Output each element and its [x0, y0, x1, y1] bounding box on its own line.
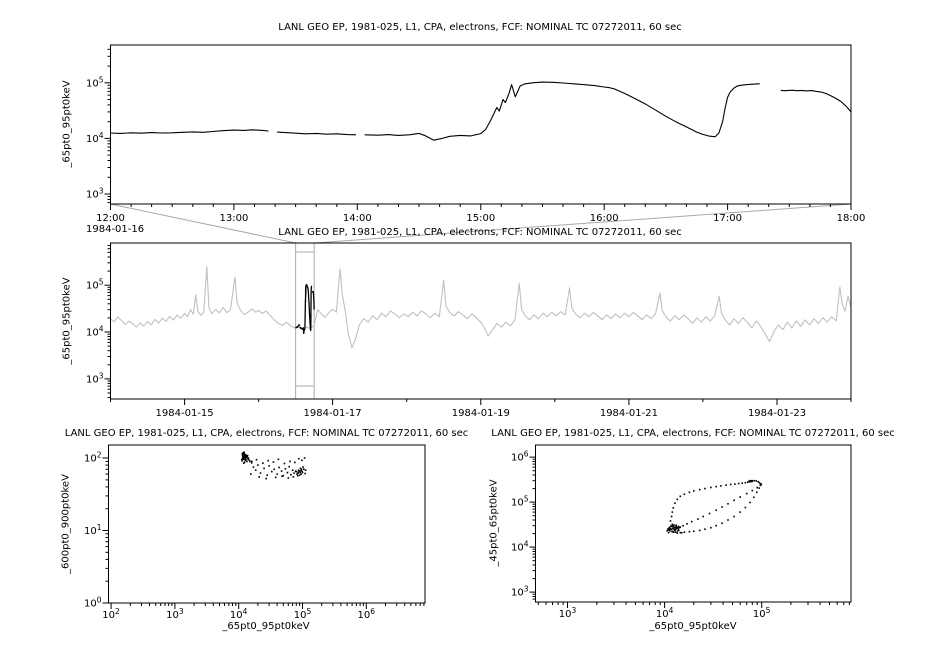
- scatter1-x-tick-label: $10^3$: [166, 607, 184, 621]
- scatter2-x-tick-label: $10^4$: [655, 606, 674, 620]
- scatter2-x-axis-label: _65pt0_95pt0keV: [649, 621, 737, 632]
- scatter1-plot-title: LANL GEO EP, 1981-025, L1, CPA, electrons, FCF: NOMINAL TC 07272011, 60 sec: [64, 428, 469, 439]
- scatter1-y-tick-label: $10^0$: [83, 595, 102, 610]
- context-x-tick-label: 1984-01-21: [599, 408, 658, 419]
- top-x-tick-label: 17:00: [713, 213, 743, 224]
- scatter2-y-tick-label: $10^5$: [510, 494, 529, 509]
- scatter2-y-tick-label: $10^4$: [510, 539, 529, 554]
- scatter1-x-tick-label: $10^5$: [293, 607, 312, 621]
- scatter1-x-tick-label: $10^2$: [102, 607, 120, 621]
- context-x-tick-label: 1984-01-23: [747, 408, 807, 419]
- top-plot-title: LANL GEO EP, 1981-025, L1, CPA, electrons, FCF: NOMINAL TC 07272011, 60 sec: [278, 22, 682, 33]
- top-y-tick-label: $10^4$: [85, 130, 104, 145]
- context-x-tick-label: 1984-01-15: [155, 408, 214, 419]
- scatter2-plot-title: LANL GEO EP, 1981-025, L1, CPA, electrons, FCF: NOMINAL TC 07272011, 60 sec: [491, 428, 895, 439]
- scatter2-y-axis-label: _45pt0_65pt0keV: [488, 479, 500, 567]
- context-x-tick-label: 1984-01-19: [451, 408, 510, 419]
- context-y-axis-label: _65pt0_95pt0keV: [61, 277, 73, 365]
- scatter1-y-tick-label: $10^2$: [83, 450, 102, 465]
- scatter1-plot-area[interactable]: [109, 445, 426, 603]
- top-x-tick-label: 16:00: [589, 213, 619, 224]
- scatter1-x-tick-label: $10^4$: [229, 607, 248, 621]
- context-plot-area[interactable]: [111, 243, 852, 399]
- top-y-tick-label: $10^5$: [85, 75, 104, 90]
- context-plot-title: LANL GEO EP, 1981-025, L1, CPA, electrons, FCF: NOMINAL TC 07272011, 60 sec: [278, 227, 682, 238]
- scatter2-plot-area[interactable]: [536, 445, 852, 602]
- top-x-tick-label: 13:00: [219, 213, 249, 224]
- scatter2-y-tick-label: $10^6$: [510, 449, 529, 464]
- top-y-axis-label: _65pt0_95pt0keV: [61, 80, 73, 168]
- top-x-tick-label: 18:00: [836, 213, 866, 224]
- scatter2-x-tick-label: $10^3$: [558, 606, 577, 620]
- top-x-tick-label: 12:00: [96, 213, 125, 224]
- top-x-tick-label: 15:00: [466, 213, 496, 224]
- scatter2-y-tick-label: $10^3$: [510, 584, 529, 599]
- scatter1-y-tick-label: $10^1$: [83, 523, 102, 538]
- scatter2-x-tick-label: $10^5$: [752, 606, 771, 620]
- scatter1-x-axis-label: _65pt0_95pt0keV: [222, 621, 310, 632]
- scatter1-y-axis-label: _600pt0_900pt0keV: [60, 474, 72, 574]
- context-x-tick-label: 1984-01-17: [303, 408, 362, 419]
- scatter1-x-tick-label: $10^6$: [357, 607, 376, 621]
- top-x-tick-label: 14:00: [342, 213, 372, 224]
- top-plot-area[interactable]: [111, 45, 852, 204]
- context-y-tick-label: $10^4$: [85, 324, 104, 339]
- top-x-axis-context-date: 1984-01-16: [86, 224, 145, 235]
- context-y-tick-label: $10^5$: [85, 277, 104, 292]
- context-y-tick-label: $10^3$: [85, 371, 104, 386]
- top-y-tick-label: $10^3$: [85, 186, 104, 201]
